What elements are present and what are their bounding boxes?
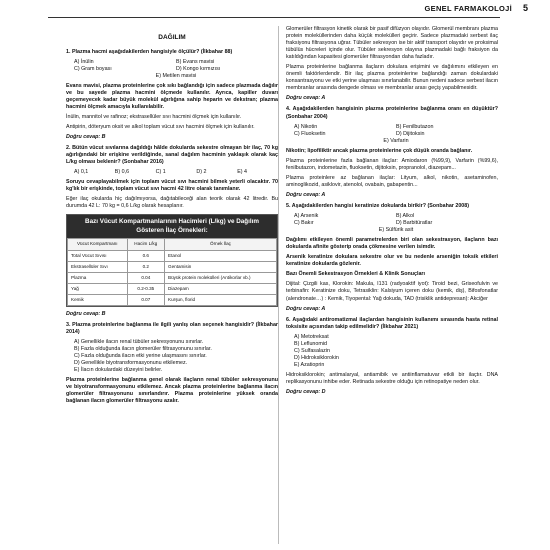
explanation-paragraph: Eğer ilaç okularda hiç dağılmıyorsa, dağıtabileceği alan teorik olarak 42 litredir. Bu durumda 42 L: 70 kg = 0,6 L/kg olarak hesaplanır.	[66, 196, 278, 210]
answer-5: Doğru cevap: A	[286, 305, 326, 312]
question-2-options	[74, 169, 278, 176]
option-a: A) Arsenik	[294, 213, 319, 220]
table-cell: Yağ	[68, 283, 128, 294]
option-e: E) 4	[237, 169, 247, 176]
option-b: B) Leflunomid	[294, 340, 327, 347]
left-column	[66, 26, 278, 408]
subheading: Bazı Önemli Sekestrasyon Örnekleri & Klinik Sonuçları	[286, 271, 425, 278]
option-a: A) 0,1	[74, 169, 89, 176]
option-a: A) Genellikle ilacın renal tübüler sekresyonunu sınırlar.	[74, 338, 204, 345]
explanation-paragraph: Plazma proteinlerine bağlanma genel olarak ilaçların renal tübüler sekresyonunu ve biyotransformasyonunu etkilemez. Ancak plazma proteinlerine bağlanma ilacın glomerüler filtrasyonunu sınırlandırır. Plazma proteinlerine yüksek oranda bağlanan ilacın glomerüler filtrasyonu azalır.	[66, 377, 278, 405]
header-rule	[48, 17, 500, 18]
question-3: 3. Plazma proteinlerine bağlanma ile ilgili yanlış olan seçenek hangisidir? (İlkbahar 2014)	[66, 321, 278, 335]
option-d: D) Genellikle biyotransformasyonunu etkilemez.	[74, 360, 188, 367]
question-5: 5. Aşağıdakilerden hangisi keratinize dokularda birikir? (Sonbahar 2008)	[286, 202, 470, 209]
question-1: 1. Plazma hacmi aşağıdakilerden hangisiyle ölçülür? (İlkbahar 88)	[66, 48, 233, 55]
compartment-table-box	[66, 214, 278, 306]
table-header: Vücut Kompartmanı	[68, 239, 128, 250]
option-b: B) Fazla olduğunda ilacın glomerüler filtrasyonunu sınırlar.	[74, 346, 212, 353]
table-cell: Büyük protein molekülleri (Antikorlar vb.)	[165, 272, 277, 283]
header-title: GENEL FARMAKOLOJİ	[424, 4, 512, 13]
answer-6: Doğru cevap: D	[286, 389, 326, 396]
explanation-paragraph: Arsenik keratinize dokulara sekestre olur ve bu nedenle arseniğin toksik etkileri keratinize dokularda gözlenir.	[286, 254, 498, 268]
option-d: D) Dijitoksin	[396, 130, 425, 137]
table-cell: Kemik	[68, 294, 128, 305]
answer-2: Doğru cevap: B	[66, 310, 106, 317]
option-b: B) Fenilbutazon	[396, 123, 434, 130]
explanation-paragraph: Antipirin, döteryum oksit ve alkol toplam vücut sıvı hacmini ölçmek için kullanılır.	[66, 124, 255, 130]
table-cell: Kurşun, florid	[165, 294, 277, 305]
table-row	[68, 283, 277, 294]
explanation-paragraph: Nikotin; lipofiliktir ancak plazma proteinlerine çok düşük oranda bağlanır.	[286, 147, 473, 154]
table-cell: Etanol	[165, 250, 277, 261]
explanation-paragraph: Plazma proteinlere az bağlanan ilaçlar: Lityum, alkol, nikotin, asetaminofen, aminoglikozid, asiklovir, atenolol, ovabain, gabapentin...	[286, 174, 498, 188]
table-cell: Diazepam	[165, 283, 277, 294]
explanation-paragraph: Glomerüler filtrasyon kinetik olarak bir pasif difüzyon olayıdır. Glomerül membranı plazma protein moleküllerinden daha küçük molekülleri geçirir. Sadece plazmadaki serbest ilaç fraksiyonu filtrasyona uğrar. Tübüler sekresyon ise bir aktif transport olayıdır ve proksimal tübülüs hücreleri içinde olur. Tübüler sekresyon olayına plazmadaki bağlı fraksiyon da katıldığından kapasitesi glomerüler filtrasyondan daha fazladır.	[286, 26, 498, 61]
option-b: B) Evans mavisi	[176, 58, 215, 65]
option-e: E) Varfarin	[383, 137, 409, 144]
question-2: 2. Bütün vücut sıvılarına dağıldığı hâlde dokularda sekestre olmayan bir ilaç, 70 kg ağırlığındaki bir erişkine verildiğinde, sanal dağılım hacminin yaklaşık olarak kaç L/kg olması beklenir? (Sonbahar 2016)	[66, 145, 278, 166]
option-d: D) 2	[196, 169, 207, 176]
page-number: 5	[522, 3, 528, 13]
option-a: A) İnülin	[74, 58, 94, 65]
option-c: C) Sulfasalazin	[294, 347, 330, 354]
question-1-options	[74, 59, 278, 80]
compartment-table	[67, 238, 277, 305]
table-header: Örnek İlaç	[165, 239, 277, 250]
table-header: Hacim L/kg	[127, 239, 165, 250]
option-b: B) 0,6	[114, 169, 130, 176]
explanation-paragraph: Hidroksiklorokin; antimalaryal, antiamibik ve antiinflamatuvar etkili bir ilaçtır. DNA replikasyonunu inhibe eder. Retinada sekestre olduğu için retinopatiye neden olur.	[286, 371, 498, 385]
option-a: A) Nikotin	[294, 123, 318, 130]
table-title: Bazı Vücut Kompartmanlarının Hacimleri (L/kg) ve Dağılım Gösteren İlaç Örnekleri:	[85, 218, 259, 234]
table-cell: Gentamisin	[165, 261, 277, 272]
question-3-options	[74, 339, 278, 374]
question-5-options	[294, 213, 498, 234]
question-6-options	[294, 334, 498, 369]
option-a: A) Metotreksat	[294, 333, 329, 340]
table-row	[68, 261, 277, 272]
explanation-paragraph: Dağılımı etkileyen önemli parametrelerden biri olan sekestrasyon, ilaçların bazı dokularda afinite gösterip orada çökmesine verilen isimdir.	[286, 237, 498, 251]
option-d: D) Kongo kırmızısı	[176, 65, 221, 72]
table-cell: Ekstrasellüler Sıvı	[68, 261, 128, 272]
table-cell: Plazma	[68, 272, 128, 283]
explanation-paragraph: Dijital: Çizgili kas, Klorokin: Makula, I131 (radyoaktif iyot): Tiroid bezi, Griseofulvin ve terbinafin: Keratinize doku, Tetrasiklin: Kalsiyum içeren doku (kemik, diş), Bifosfonatlar (alendronate…) : Kemik, Tiyopental: Yağ dokuda, TAD (trisiklik antidepresan): Akciğer	[286, 281, 498, 302]
page-header	[0, 0, 550, 22]
question-4-options	[294, 124, 498, 145]
explanation-paragraph: Plazma proteinlerine bağlanma ilaçların dokulara erişimini ve dağılımını etkileyen en önemli faktörlerdendir. Bir ilaç plazma proteinlerine bağlandığı zaman dokulardaki konsantrasyonu ve etki yerine ulaşması sınırlanabilir. Bunun nedeni sadece serbest ilacın membranlar arasında dengede olması ve membranlar arası geçiş yapabilmesidir.	[286, 64, 498, 92]
option-c: C) Gram boyası	[74, 65, 112, 72]
right-column	[286, 26, 498, 400]
explanation-paragraph: İnülin, mannitol ve rafinoz; ekstrasellüler sıvı hacmini ölçmek için kullanılır.	[66, 113, 242, 120]
table-cell: 0.2-0.35	[127, 283, 165, 294]
table-row	[68, 250, 277, 261]
option-e: E) Azatioprin	[294, 361, 325, 368]
table-header-row	[68, 239, 277, 250]
table-cell: Total Vücut Sıvısı	[68, 250, 128, 261]
explanation-paragraph: Soruyu cevaplayabilmek için toplam vücut sıvı hacmini bilmek yeterli olacaktır. 70 kg'lık bir erişkinde, toplam vücut sıvı hacmi 42 litre olarak tanımlanır.	[66, 179, 278, 193]
explanation-paragraph: Evans mavisi, plazma proteinlerine çok sıkı bağlandığı için sadece plazmada dağılır ve bu sayede plazma hacmini ölçmede kullanılır. Ayrıca, kapiller duvarı geçemeyecek kadar büyük molekül ağırlığına sahip heparin ve dekstran; plazma hacmini ölçmek amacıyla kullanılabilir.	[66, 82, 278, 110]
option-d: D) Hidroksiklorokin	[294, 354, 339, 361]
option-c: C) Fazla olduğunda ilacın etki yerine ulaşmasını sınırlar.	[74, 353, 207, 360]
option-c: C) 1	[155, 169, 166, 176]
option-d: D) Barbitüratlar	[396, 220, 433, 227]
answer-1: Doğru cevap: B	[66, 134, 106, 141]
table-row	[68, 272, 277, 283]
option-c: C) Fluoksetin	[294, 130, 326, 137]
explanation-paragraph: Plazma proteinlerine fazla bağlanan ilaçlar: Amiodaron (%99,9), Varfarin (%99,6), fenilbutazon, indometazin, fluoksetin, dijitoksin, propranolol, diazepam...	[286, 157, 498, 171]
option-e: E) Sülfürik asit	[378, 227, 414, 234]
section-title: DAĞILIM	[158, 34, 186, 41]
column-divider	[278, 26, 279, 544]
table-cell: 0.2	[127, 261, 165, 272]
table-cell: 0.07	[127, 294, 165, 305]
table-cell: 0.04	[127, 272, 165, 283]
question-4: 4. Aşağıdakilerden hangisinin plazma proteinlerine bağlanma oranı en düşüktür? (Sonbahar 2004)	[286, 106, 498, 120]
question-6: 6. Aşağıdaki antiromatizmal ilaçlardan hangisinin kullanımı sırasında hasta retinal toksisite açısından takip edilmelidir? (İlkbahar 2021)	[286, 316, 498, 330]
option-e: E) İlacın dokulardaki düzeyini belirler.	[74, 367, 163, 374]
option-b: B) Alkol	[396, 213, 415, 220]
answer-3: Doğru cevap: A	[286, 95, 326, 102]
table-row	[68, 294, 277, 305]
table-cell: 0.6	[127, 250, 165, 261]
answer-4: Doğru cevap: A	[286, 191, 326, 198]
option-c: C) Bakır	[294, 220, 314, 227]
option-e: E) Metilen mavisi	[155, 72, 197, 79]
